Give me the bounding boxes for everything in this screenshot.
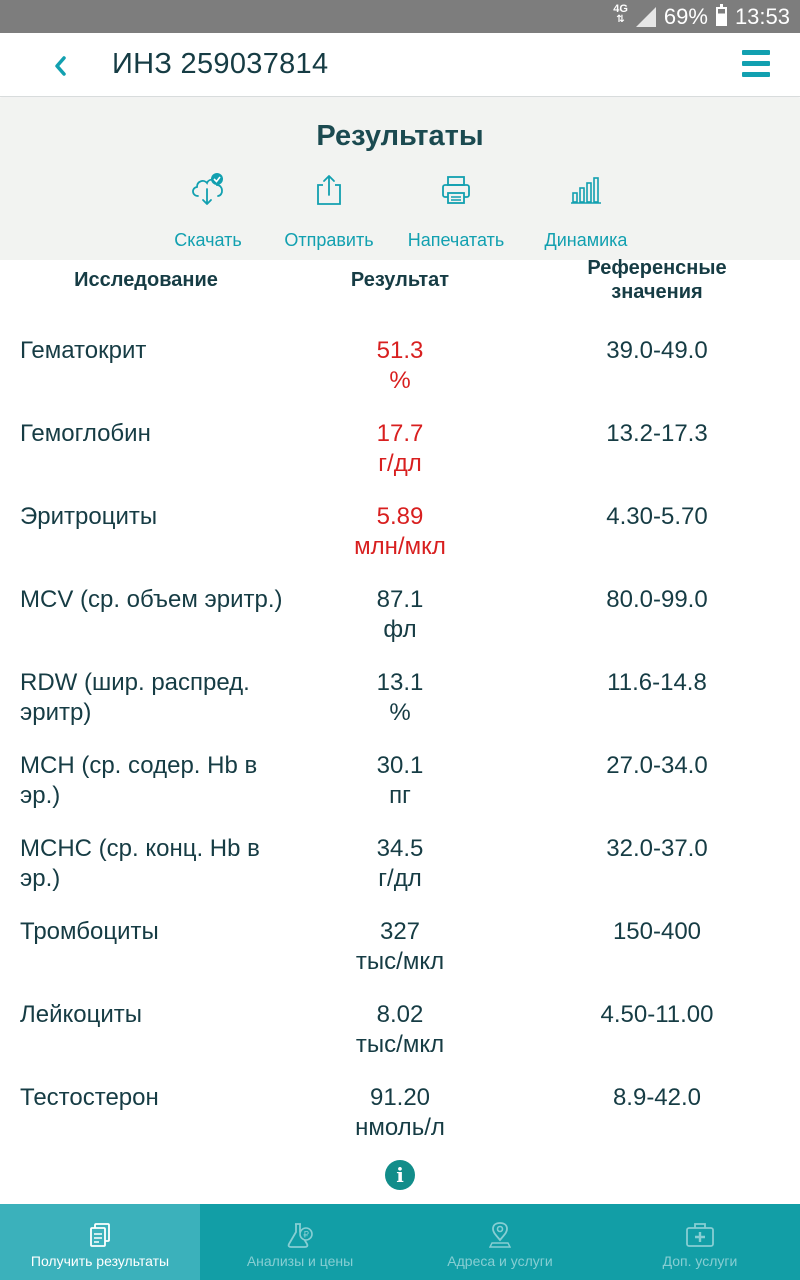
test-name: Тестостерон [20, 1084, 159, 1111]
send-button[interactable] [259, 170, 399, 251]
hamburger-menu-icon[interactable] [742, 50, 770, 78]
test-result [300, 834, 500, 894]
nav-get-results-label: Получить результаты [30, 1253, 170, 1269]
test-name: Гематокрит [20, 337, 147, 364]
test-result [300, 336, 500, 396]
table-header [0, 257, 800, 322]
print-label: Напечатать [407, 230, 505, 250]
bar-chart-icon [570, 175, 602, 205]
printer-icon [440, 174, 472, 206]
table-row [0, 917, 800, 1000]
test-result [300, 668, 500, 728]
result-unit: тыс/мкл [355, 1031, 445, 1058]
share-icon [314, 173, 344, 207]
test-name: RDW (шир. распред. эритр) [20, 669, 250, 726]
location-pin-icon [489, 1222, 511, 1248]
test-result [300, 502, 500, 562]
chevron-left-icon [53, 55, 67, 77]
reference-range: 32.0-37.0 [606, 835, 708, 862]
reference-range: 27.0-34.0 [606, 752, 708, 779]
send-label: Отправить [284, 230, 374, 250]
test-result [300, 917, 500, 977]
reference-range: 8.9-42.0 [612, 1084, 702, 1111]
results-table [0, 336, 800, 1166]
download-button[interactable] [138, 170, 278, 251]
reference-range: 11.6-14.8 [607, 669, 707, 696]
medical-kit-icon [685, 1222, 715, 1248]
cloud-download-icon [189, 172, 227, 208]
reference-range: 150-400 [612, 918, 702, 945]
battery-icon [716, 7, 727, 26]
test-result [300, 1083, 500, 1143]
svg-text:₽: ₽ [303, 1230, 310, 1241]
clock: 13:53 [734, 3, 790, 29]
test-result [300, 585, 500, 645]
status-bar [0, 0, 800, 33]
results-panel [0, 98, 800, 260]
flask-icon [286, 1222, 314, 1248]
nav-get-results[interactable] [0, 1204, 200, 1280]
result-value: 30.1 [376, 752, 424, 779]
test-result [300, 419, 500, 479]
test-result [300, 1000, 500, 1060]
result-value: 87.1 [376, 586, 424, 613]
column-header-reference: Референсные значения [587, 257, 727, 303]
reference-range: 39.0-49.0 [606, 337, 708, 364]
test-name: MCH (ср. содер. Hb в эр.) [20, 752, 258, 809]
results-title: Результаты [316, 120, 484, 152]
nav-tests-prices-label: Анализы и цены [246, 1253, 354, 1269]
column-header-study: Исследование [74, 269, 218, 291]
column-header-result: Результат [350, 269, 450, 291]
result-value: 91.20 [369, 1084, 431, 1111]
table-row [0, 668, 800, 751]
table-row [0, 336, 800, 419]
bottom-nav [0, 1204, 800, 1280]
test-name: Гемоглобин [20, 420, 151, 447]
test-name: Тромбоциты [20, 918, 159, 945]
result-value: 327 [379, 918, 421, 945]
table-row [0, 834, 800, 917]
reference-range: 13.2-17.3 [606, 420, 708, 447]
result-unit: фл [383, 616, 417, 643]
table-row [0, 1083, 800, 1166]
test-name: Эритроциты [20, 503, 158, 530]
result-value: 17.7 [376, 420, 424, 447]
result-unit: г/дл [378, 450, 422, 477]
back-button[interactable] [40, 45, 80, 85]
battery-percent: 69% [663, 3, 708, 29]
result-value: 8.02 [376, 1001, 424, 1028]
test-result [300, 751, 500, 811]
result-value: 34.5 [376, 835, 424, 862]
nav-tests-prices[interactable] [200, 1204, 400, 1280]
nav-extra-services-label: Доп. услуги [662, 1253, 738, 1269]
reference-range: 80.0-99.0 [606, 586, 708, 613]
test-name: MCV (ср. объем эритр.) [20, 586, 283, 613]
network-indicator: 4G ⇅ [613, 2, 628, 25]
nav-addresses-label: Адреса и услуги [447, 1253, 553, 1269]
signal-icon [636, 7, 656, 27]
app-bar [0, 33, 800, 97]
download-label: Скачать [174, 230, 242, 250]
table-row [0, 419, 800, 502]
result-unit: нмоль/л [355, 1114, 445, 1141]
test-name: Лейкоциты [20, 1001, 143, 1028]
dynamics-label: Динамика [544, 230, 628, 250]
nav-addresses[interactable] [400, 1204, 600, 1280]
print-button[interactable] [386, 170, 526, 251]
result-unit: тыс/мкл [355, 948, 445, 975]
table-row [0, 585, 800, 668]
dynamics-button[interactable] [516, 170, 656, 251]
result-unit: г/дл [378, 865, 422, 892]
result-unit: пг [389, 782, 411, 809]
result-unit: млн/мкл [354, 533, 446, 560]
result-unit: % [389, 699, 411, 726]
reference-range: 4.50-11.00 [600, 1001, 714, 1028]
table-row [0, 751, 800, 834]
result-unit: % [389, 367, 411, 394]
test-name: MCHC (ср. конц. Hb в эр.) [20, 835, 260, 892]
page-title: ИНЗ 259037814 [112, 48, 329, 80]
reference-range: 4.30-5.70 [606, 503, 708, 530]
result-value: 13.1 [376, 669, 424, 696]
result-value: 5.89 [376, 503, 424, 530]
result-value: 51.3 [376, 337, 424, 364]
table-row [0, 502, 800, 585]
documents-icon [88, 1222, 112, 1248]
table-row [0, 1000, 800, 1083]
info-icon[interactable]: i [385, 1160, 415, 1190]
nav-extra-services[interactable] [600, 1204, 800, 1280]
